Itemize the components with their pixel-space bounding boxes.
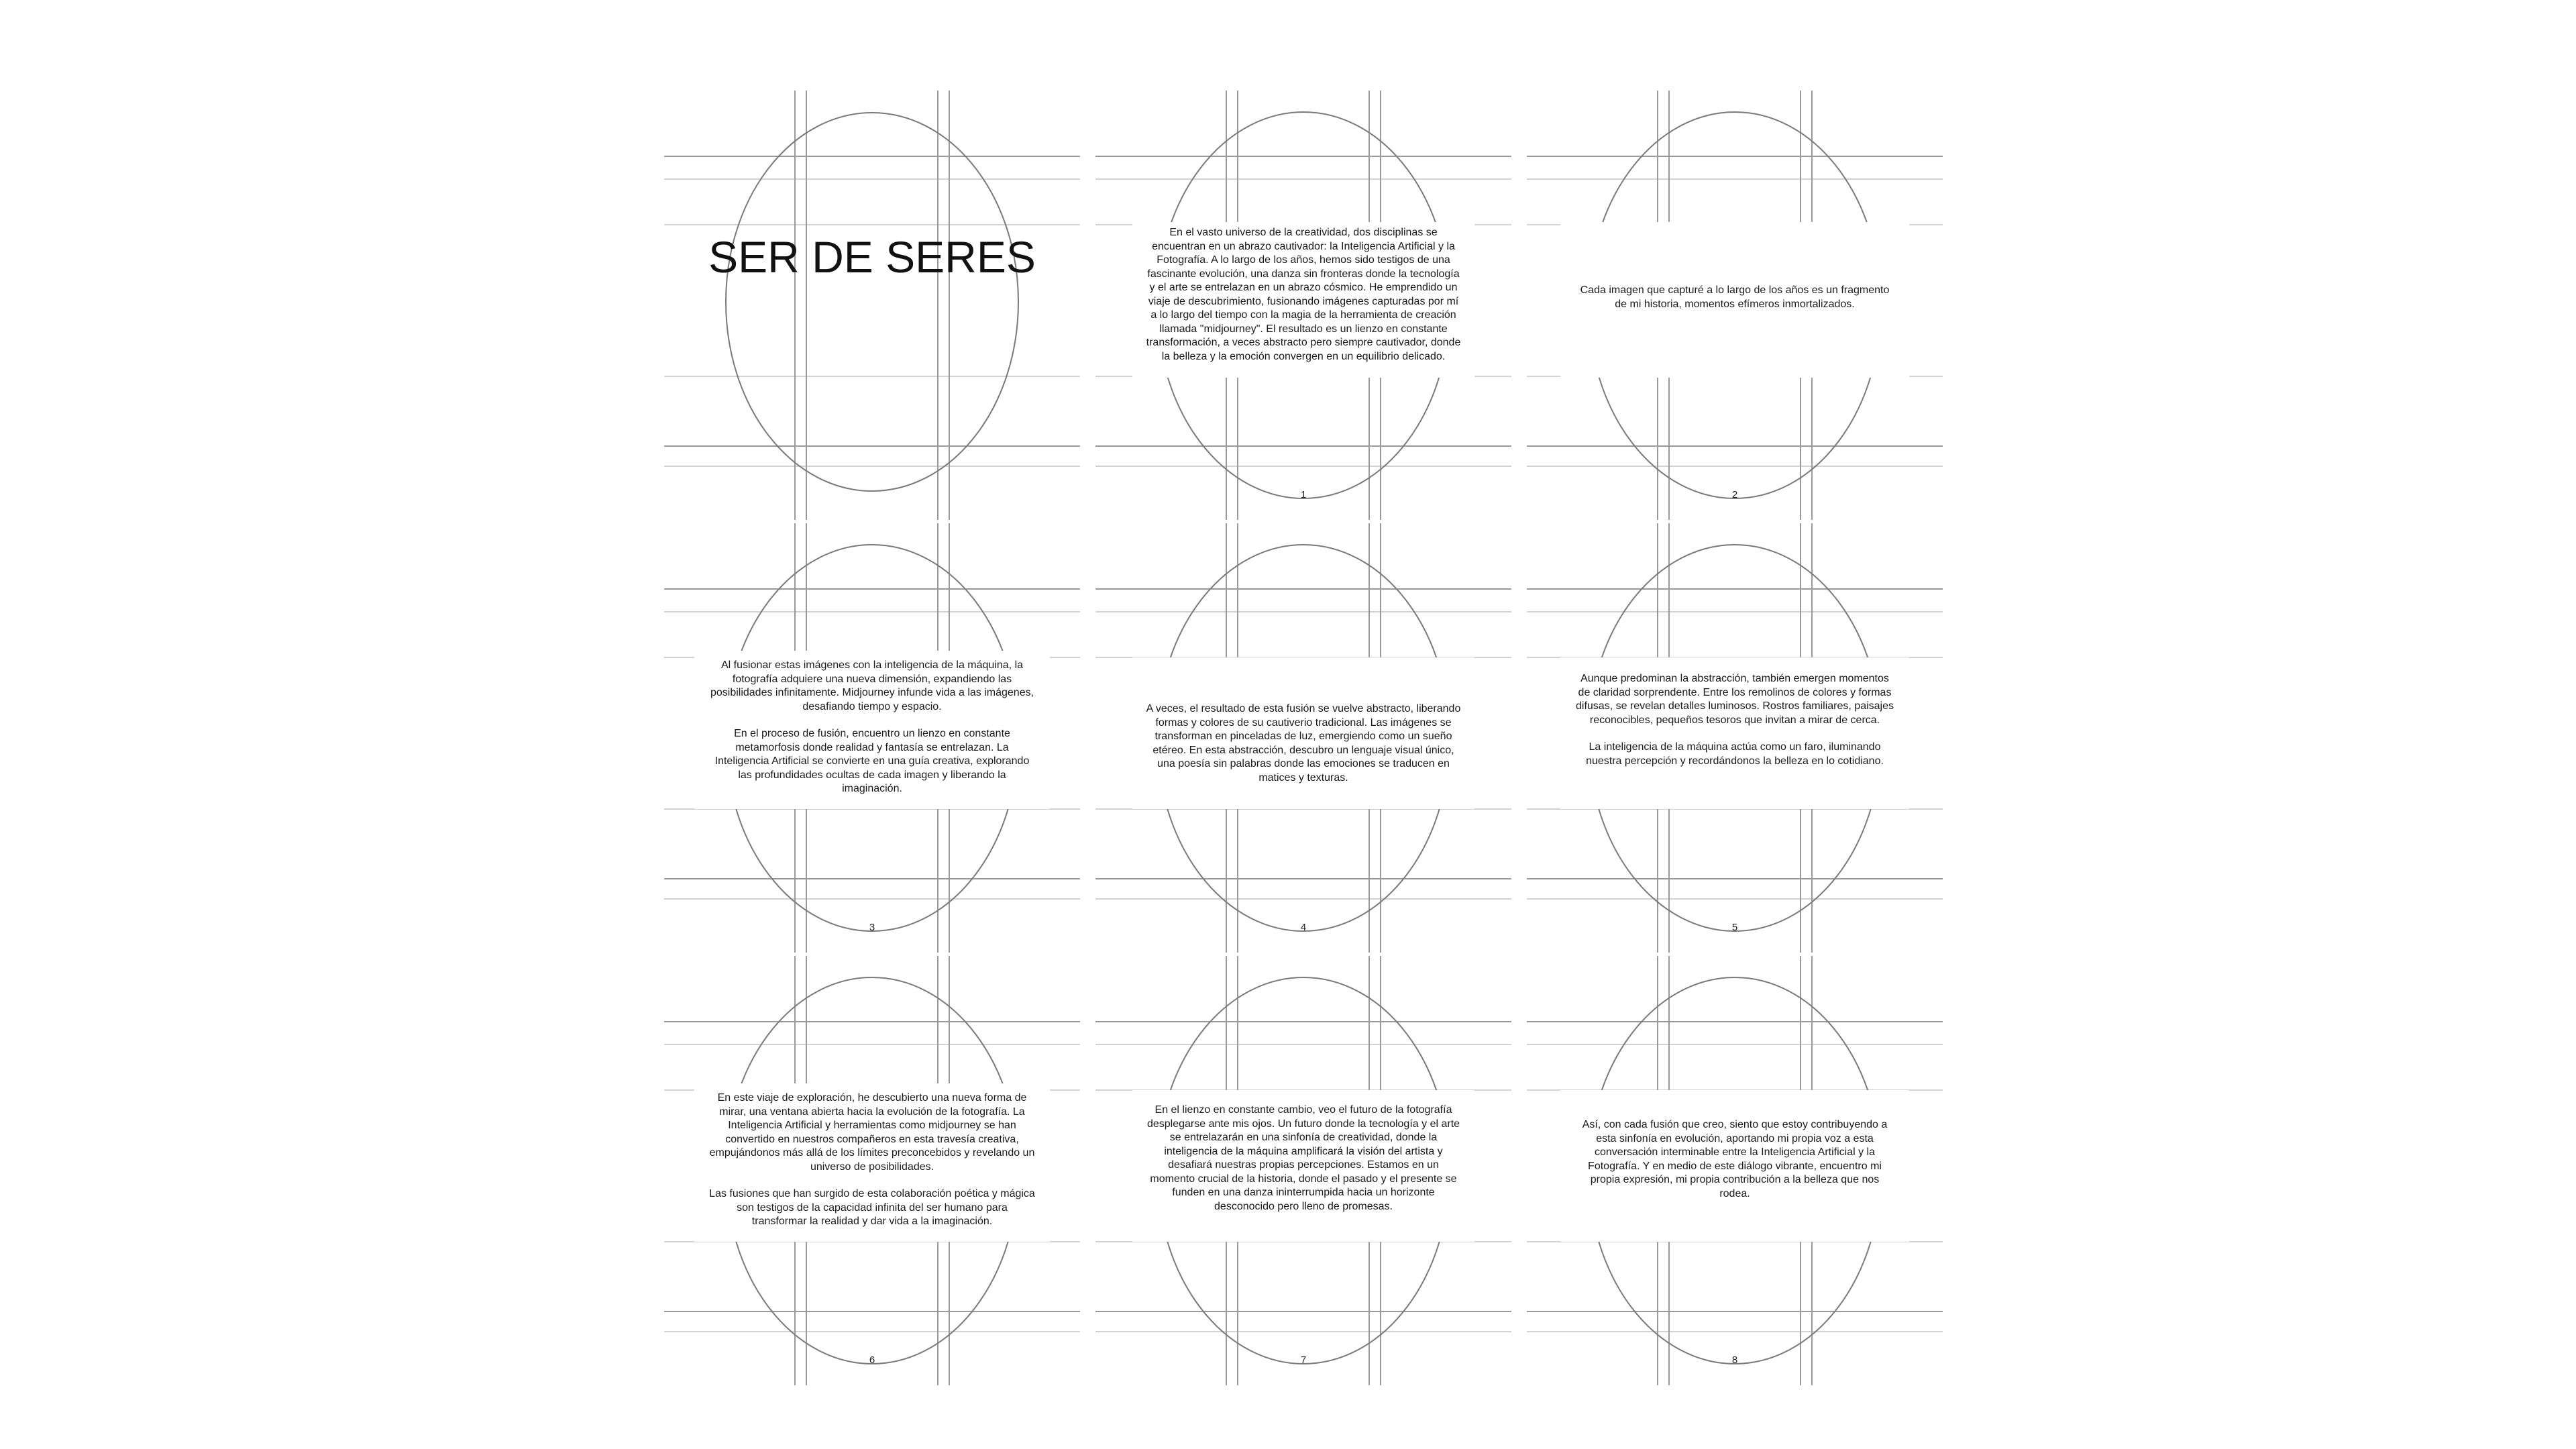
paragraph: La inteligencia de la máquina actúa como un faro, iluminando nuestra percepción y recordándonos la belleza en lo cotidiano. (1586, 741, 1884, 767)
page-text (1146, 702, 1461, 785)
page-panel-8 (1527, 956, 1943, 1385)
page-text (1146, 226, 1461, 364)
page-panel-5 (1527, 523, 1943, 953)
paragraph: Aunque predominan la abstracción, también emergen momentos de claridad sorprendente. Entre los remolinos de colores y formas difusas, se revelan detalles luminosos. Rostros familiares, paisajes reconocibles, pequeños tesoros que invitan a mirar de cerca. (1576, 673, 1894, 726)
page-number: 1 (1300, 489, 1307, 500)
page-number: 4 (1300, 922, 1307, 933)
page-panel-4 (1095, 523, 1511, 953)
paragraph: En el proceso de fusión, encuentro un lienzo en constante metamorfosis donde realidad y fantasía se entrelazan. La Inteligencia Artificial se convierte en una guía creativa, explorando las profundidades ocultas de cada imagen y liberando la imaginación. (714, 728, 1030, 794)
page-number: 3 (869, 922, 875, 933)
paragraph: Al fusionar estas imágenes con la inteligencia de la máquina, la fotografía adquiere una nueva dimensión, expandiendo las posibilidades infinitamente. Midjourney infunde vida a las imágenes, desafiando tiempo y espacio. (710, 659, 1034, 712)
paragraph: Las fusiones que han surgido de esta colaboración poética y mágica son testigos de la capacidad infinita del ser humano para transformar la realidad y dar vida a la imaginación. (709, 1188, 1035, 1227)
paragraph: Cada imagen que capturé a lo largo de los años es un fragmento de mi historia, momentos efímeros inmortalizados. (1580, 284, 1890, 310)
page-number: 5 (1731, 922, 1738, 933)
paragraph: En el lienzo en constante cambio, veo el futuro de la fotografía desplegarse ante mis ojos. Un futuro donde la tecnología y el arte se entrelazarán en una sinfonía de creatividad, donde la inteligencia de la máquina amplificará la visión del artista y desafiará nuestras propias percepciones. Estamos en un momento crucial de la historia, donde el pasado y el presente se funden en una danza ininterrumpida hacia un horizonte desconocido pero lleno de promesas. (1146, 1104, 1460, 1212)
page-panel-6 (664, 956, 1080, 1385)
page-number: 2 (1731, 489, 1738, 500)
page-text (1574, 284, 1896, 311)
cover-title: SER DE SERES (708, 232, 1036, 282)
paragraph: En este viaje de exploración, he descubierto una nueva forma de mirar, una ventana abierta hacia la evolución de la fotografía. La Inteligencia Artificial y herramientas como midjourney se han convertido en nuestros compañeros en esta travesía creativa, empujándonos más allá de los límites preconcebidos y revelando un universo de posibilidades. (709, 1092, 1035, 1173)
page-panel-7 (1095, 956, 1511, 1385)
paragraph: Así, con cada fusión que creo, siento que estoy contribuyendo a esta sinfonía en evolución, aportando mi propia voz a esta conversación interminable entre la Inteligencia Artificial y la Fotografía. Y en medio de este diálogo vibrante, encuentro mi propia expresión, mi propia contribución a la belleza que nos rodea. (1582, 1119, 1888, 1199)
page-text (708, 1091, 1036, 1229)
page-text (1574, 1118, 1896, 1201)
page-text (708, 659, 1036, 796)
page-text (1146, 1104, 1461, 1214)
page-panel-1 (1095, 91, 1511, 520)
page-panel-2 (1527, 91, 1943, 520)
page-number: 6 (869, 1354, 875, 1366)
cover-panel (664, 91, 1080, 520)
page-panel-3 (664, 523, 1080, 953)
page-number: 8 (1731, 1354, 1738, 1366)
page-text (1574, 672, 1896, 768)
page-number: 7 (1300, 1354, 1307, 1366)
paragraph: En el vasto universo de la creatividad, dos disciplinas se encuentran en un abrazo cautivador: la Inteligencia Artificial y la Fotografía. A lo largo de los años, hemos sido testigos de una fascinante evolución, una danza sin fronteras donde la tecnología y el arte se entrelazan en un abrazo cósmico. He emprendido un viaje de descubrimiento, fusionando imágenes capturadas por mí a lo largo del tiempo con la magia de la herramienta de creación llamada "midjourney". El resultado es un lienzo en constante transformación, a veces abstracto pero siempre cautivador, donde la belleza y la emoción convergen en un equilibrio delicado. (1146, 227, 1461, 362)
frame-ellipse (726, 113, 1018, 491)
paragraph: A veces, el resultado de esta fusión se vuelve abstracto, liberando formas y colores de su cautiverio tradicional. Las imágenes se transforman en pinceladas de luz, emergiendo como un sueño etéreo. En esta abstracción, descubro un lenguaje visual único, una poesía sin palabras donde las emociones se traducen en matices y texturas. (1146, 703, 1461, 784)
cover-grid-graphic (664, 91, 1080, 520)
